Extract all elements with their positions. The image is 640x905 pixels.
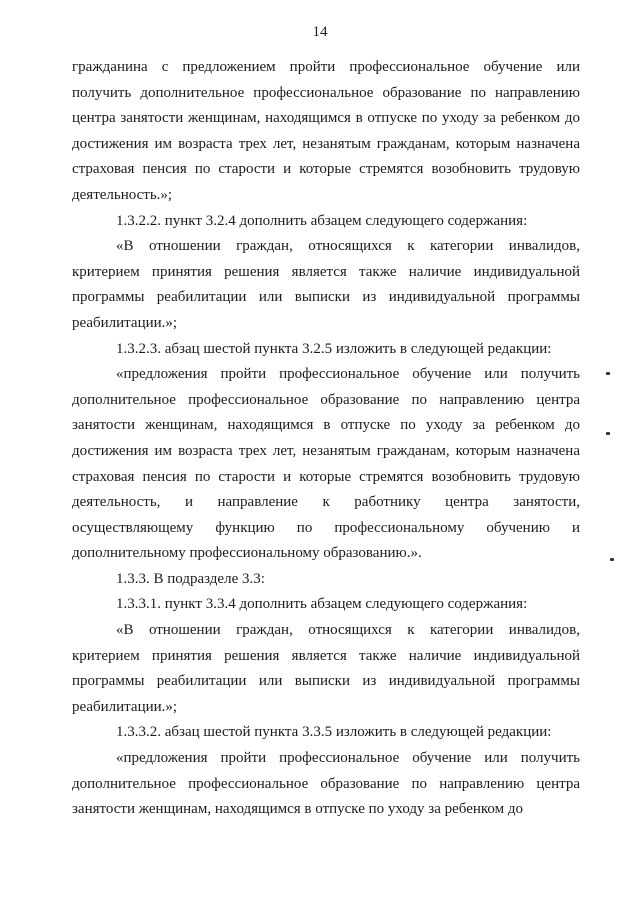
- paragraph-quote-disability-2: «В отношении граждан, относящихся к категории инвалидов, критерием принятия решения является также наличие индивидуальной программы реабилитации или выписки из индивидуальной программы реабилитации.»;: [72, 622, 580, 715]
- scan-speck: [606, 432, 610, 435]
- paragraph-clause-1-3-3-2: 1.3.3.2. абзац шестой пункта 3.3.5 изложить в следующей редакции:: [116, 724, 552, 741]
- paragraph-clause-1-3-2-3: 1.3.2.3. абзац шестой пункта 3.2.5 изложить в следующей редакции:: [116, 340, 552, 357]
- scan-speck: [610, 558, 614, 561]
- paragraph-clause-1-3-3: 1.3.3. В подразделе 3.3:: [116, 570, 265, 587]
- scan-speck: [606, 372, 610, 375]
- paragraph-quote-disability-1: «В отношении граждан, относящихся к категории инвалидов, критерием принятия решения является также наличие индивидуальной программы реабилитации или выписки из индивидуальной программы реабилитации.»;: [72, 238, 580, 331]
- paragraph-quote-training-2: «предложения пройти профессиональное обучение или получить дополнительное профессиональное образование по направлению центра занятости женщинам, находящимся в отпуске по уходу за ребенком до: [72, 750, 580, 818]
- paragraph-clause-1-3-2-2: 1.3.2.2. пункт 3.2.4 дополнить абзацем следующего содержания:: [116, 212, 528, 229]
- paragraph-quote-training-1: «предложения пройти профессиональное обучение или получить дополнительное профессиональное образование по направлению центра занятости женщинам, находящимся в отпуске по уходу за ребенком до достижения им возраста трех лет, незанятым гражданам, которым назначена страховая пенсия по старости и которые стремятся возобновить трудовую деятельность, и направление к работнику центра занятости, осуществляющему функцию по профессиональному обучению и дополнительному профессиональному образованию.».: [72, 366, 580, 562]
- document-body: [72, 55, 580, 823]
- paragraph-continuation: гражданина с предложением пройти профессиональное обучение или получить дополнительное профессиональное образование по направлению центра занятости женщинам, находящимся в отпуске по уходу за ребенком до достижения им возраста трех лет, незанятым гражданам, которым назначена страховая пенсия по старости и которые стремятся возобновить трудовую деятельность.»;: [72, 59, 580, 203]
- page-number: 14: [312, 24, 328, 40]
- paragraph-clause-1-3-3-1: 1.3.3.1. пункт 3.3.4 дополнить абзацем следующего содержания:: [116, 596, 528, 613]
